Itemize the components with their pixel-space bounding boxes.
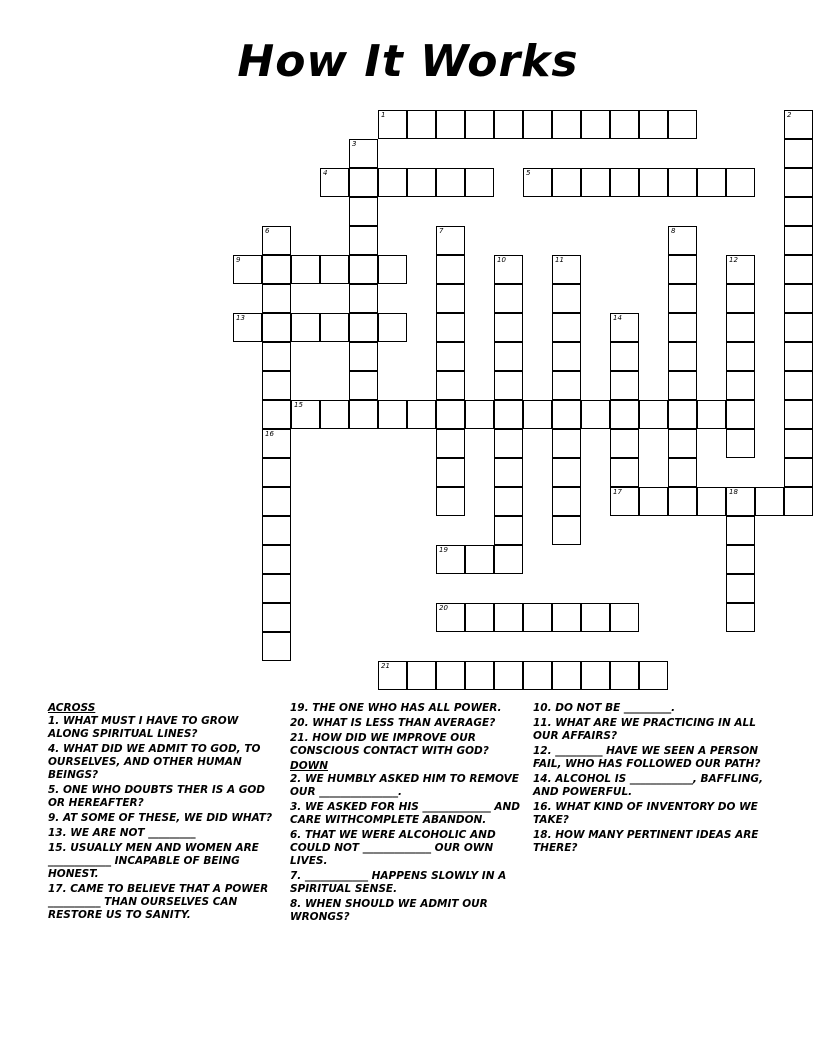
grid-cell[interactable] [726,400,755,429]
cell-number: 17 [613,488,622,496]
grid-cell[interactable] [494,255,523,284]
grid-cell[interactable] [784,458,813,487]
grid-cell[interactable] [726,603,755,632]
grid-cell[interactable] [726,371,755,400]
grid-cell[interactable] [262,371,291,400]
grid-cell[interactable] [262,226,291,255]
clue-number: 15. [48,842,67,854]
clue-number: 7. [290,870,302,882]
grid-cell[interactable] [784,313,813,342]
clue-number: 20. [290,717,309,729]
cell-number: 16 [265,430,274,438]
cell-number: 7 [439,227,444,235]
grid-cell[interactable] [465,168,494,197]
grid-cell[interactable] [610,168,639,197]
grid-cell[interactable] [639,661,668,690]
grid-cell[interactable] [784,487,813,516]
grid-cell[interactable] [320,255,349,284]
clue-3 [290,801,522,827]
grid-cell[interactable] [407,110,436,139]
grid-cell[interactable] [726,487,755,516]
grid-cell[interactable] [610,429,639,458]
cell-number: 9 [236,256,241,264]
grid-cell[interactable] [610,400,639,429]
grid-cell[interactable] [610,603,639,632]
grid-cell[interactable] [610,487,639,516]
grid-cell[interactable] [436,371,465,400]
clue-number: 4. [48,743,60,755]
grid-cell[interactable] [262,574,291,603]
grid-cell[interactable] [349,197,378,226]
clue-14 [533,773,769,799]
grid-cell[interactable] [320,168,349,197]
clue-5 [48,784,276,810]
grid-cell[interactable] [552,168,581,197]
grid-cell[interactable] [291,255,320,284]
cell-number: 5 [526,169,531,177]
grid-cell[interactable] [262,632,291,661]
grid-cell[interactable] [726,516,755,545]
grid-cell[interactable] [668,168,697,197]
grid-cell[interactable] [262,545,291,574]
grid-cell[interactable] [726,313,755,342]
clue-1 [48,715,276,741]
clue-text: WHAT DID WE ADMIT TO GOD, TO OURSELVES, AND OTHER HUMAN BEINGS? [48,743,261,781]
grid-cell[interactable] [668,110,697,139]
clue-number: 1. [48,715,60,727]
grid-cell[interactable] [726,255,755,284]
grid-cell[interactable] [552,110,581,139]
grid-cell[interactable] [784,139,813,168]
grid-cell[interactable] [436,284,465,313]
grid-cell[interactable] [668,313,697,342]
clue-text: WE ARE NOT _________ [66,827,196,839]
grid-cell[interactable] [552,342,581,371]
grid-cell[interactable] [581,168,610,197]
grid-cell[interactable] [552,516,581,545]
grid-cell[interactable] [378,661,407,690]
across-heading: ACROSS [48,702,96,714]
grid-cell[interactable] [262,603,291,632]
clue-text: WHAT ARE WE PRACTICING IN ALL OUR AFFAIRS? [533,717,756,742]
grid-cell[interactable] [436,313,465,342]
grid-cell[interactable] [610,661,639,690]
grid-cell[interactable] [784,226,813,255]
grid-cell[interactable] [610,458,639,487]
grid-cell[interactable] [784,371,813,400]
clue-number: 13. [48,827,67,839]
grid-cell[interactable] [523,661,552,690]
clue-text: WE HUMBLY ASKED HIM TO REMOVE OUR _______________. [290,773,519,798]
grid-cell[interactable] [552,458,581,487]
grid-cell[interactable] [436,429,465,458]
clue-text: CAME TO BELIEVE THAT A POWER __________ THAN OURSELVES CAN RESTORE US TO SANITY. [48,883,269,921]
grid-cell[interactable] [552,661,581,690]
clue-16 [533,801,769,827]
grid-cell[interactable] [407,400,436,429]
grid-cell[interactable] [262,487,291,516]
grid-cell[interactable] [349,284,378,313]
grid-cell[interactable] [610,342,639,371]
clue-text: HOW DID WE IMPROVE OUR CONSCIOUS CONTACT WITH GOD? [290,732,489,757]
grid-cell[interactable] [726,545,755,574]
grid-cell[interactable] [552,429,581,458]
grid-cell[interactable] [436,400,465,429]
cell-number: 10 [497,256,506,264]
grid-cell[interactable] [378,400,407,429]
grid-cell[interactable] [262,516,291,545]
clue-9 [48,812,276,825]
clue-text: ALCOHOL IS ____________, BAFFLING, AND POWERFUL. [533,773,764,798]
grid-cell[interactable] [436,661,465,690]
grid-cell[interactable] [436,110,465,139]
grid-cell[interactable] [697,487,726,516]
clue-number: 6. [290,829,302,841]
grid-cell[interactable] [726,168,755,197]
grid-cell[interactable] [436,226,465,255]
clue-12 [533,745,769,771]
grid-cell[interactable] [407,661,436,690]
grid-cell[interactable] [349,400,378,429]
grid-cell[interactable] [784,255,813,284]
grid-cell[interactable] [436,487,465,516]
clue-text: ____________ HAPPENS SLOWLY IN A SPIRITUAL SENSE. [290,870,507,895]
grid-cell[interactable] [668,284,697,313]
grid-cell[interactable] [262,400,291,429]
grid-cell[interactable] [320,313,349,342]
grid-cell[interactable] [378,255,407,284]
grid-cell[interactable] [233,313,262,342]
grid-cell[interactable] [668,371,697,400]
clue-text: HOW MANY PERTINENT IDEAS ARE THERE? [533,829,759,854]
grid-cell[interactable] [494,516,523,545]
clues-column-2 [290,702,522,926]
clue-21 [290,732,522,758]
grid-cell[interactable] [349,371,378,400]
grid-cell[interactable] [291,313,320,342]
clue-number: 21. [290,732,309,744]
grid-cell[interactable] [262,284,291,313]
cell-number: 2 [787,111,792,119]
grid-cell[interactable] [494,603,523,632]
clue-7 [290,870,522,896]
clue-number: 2. [290,773,302,785]
grid-cell[interactable] [784,168,813,197]
clue-18 [533,829,769,855]
grid-cell[interactable] [494,284,523,313]
cell-number: 13 [236,314,245,322]
grid-cell[interactable] [581,400,610,429]
clue-text: _________ HAVE WE SEEN A PERSON FAIL, WHO HAS FOLLOWED OUR PATH? [533,745,761,770]
grid-cell[interactable] [639,110,668,139]
clue-text: ONE WHO DOUBTS THER IS A GOD OR HEREAFTER? [48,784,266,809]
grid-cell[interactable] [262,458,291,487]
grid-cell[interactable] [494,110,523,139]
clues-column-3 [533,702,769,857]
grid-cell[interactable] [552,371,581,400]
clue-number: 16. [533,801,552,813]
cell-number: 14 [613,314,622,322]
clue-number: 11. [533,717,552,729]
grid-cell[interactable] [436,603,465,632]
clue-number: 3. [290,801,302,813]
grid-cell[interactable] [523,168,552,197]
grid-cell[interactable] [668,400,697,429]
clue-text: THAT WE WERE ALCOHOLIC AND COULD NOT _____________ OUR OWN LIVES. [290,829,496,867]
grid-cell[interactable] [668,458,697,487]
grid-cell[interactable] [668,255,697,284]
cell-number: 3 [352,140,357,148]
grid-cell[interactable] [494,661,523,690]
cell-number: 15 [294,401,303,409]
grid-cell[interactable] [523,110,552,139]
grid-cell[interactable] [349,168,378,197]
grid-cell[interactable] [552,400,581,429]
clue-text: DO NOT BE _________. [551,702,676,714]
cell-number: 6 [265,227,270,235]
grid-cell[interactable] [639,400,668,429]
grid-cell[interactable] [494,545,523,574]
clue-text: AT SOME OF THESE, WE DID WHAT? [59,812,273,824]
clues-column-1 [48,702,276,924]
grid-cell[interactable] [494,458,523,487]
clue-4 [48,743,276,782]
clue-number: 9. [48,812,60,824]
clue-text: WHAT KIND OF INVENTORY DO WE TAKE? [533,801,758,826]
down-heading: DOWN [290,760,329,772]
cell-number: 12 [729,256,738,264]
clue-11 [533,717,769,743]
grid-cell[interactable] [726,284,755,313]
clue-20 [290,717,522,730]
grid-cell[interactable] [610,313,639,342]
grid-cell[interactable] [552,487,581,516]
grid-cell[interactable] [668,487,697,516]
grid-cell[interactable] [784,400,813,429]
clue-number: 18. [533,829,552,841]
cell-number: 11 [555,256,564,264]
grid-cell[interactable] [639,168,668,197]
grid-cell[interactable] [755,487,784,516]
grid-cell[interactable] [523,400,552,429]
clue-text: WHAT IS LESS THAN AVERAGE? [308,717,496,729]
grid-cell[interactable] [581,661,610,690]
clue-6 [290,829,522,868]
cell-number: 19 [439,546,448,554]
grid-cell[interactable] [784,429,813,458]
grid-cell[interactable] [784,197,813,226]
grid-cell[interactable] [349,255,378,284]
clue-text: WE ASKED FOR HIS _____________ AND CARE WITHCOMPLETE ABANDON. [290,801,521,826]
clue-2 [290,773,522,799]
grid-cell[interactable] [494,342,523,371]
clue-number: 10. [533,702,552,714]
clue-text: USUALLY MEN AND WOMEN ARE ____________ INCAPABLE OF BEING HONEST. [48,842,259,880]
grid-cell[interactable] [378,313,407,342]
clue-10 [533,702,769,715]
grid-cell[interactable] [349,139,378,168]
cell-number: 20 [439,604,448,612]
grid-cell[interactable] [378,168,407,197]
grid-cell[interactable] [262,429,291,458]
grid-cell[interactable] [465,545,494,574]
grid-cell[interactable] [552,255,581,284]
grid-cell[interactable] [291,400,320,429]
clue-number: 8. [290,898,302,910]
clue-number: 19. [290,702,309,714]
grid-cell[interactable] [784,342,813,371]
grid-cell[interactable] [552,284,581,313]
cell-number: 4 [323,169,328,177]
grid-cell[interactable] [436,342,465,371]
grid-cell[interactable] [668,342,697,371]
cell-number: 21 [381,662,390,670]
grid-cell[interactable] [349,342,378,371]
grid-cell[interactable] [494,429,523,458]
clue-13 [48,827,276,840]
clue-15 [48,842,276,881]
grid-cell[interactable] [494,487,523,516]
grid-cell[interactable] [233,255,262,284]
grid-cell[interactable] [523,603,552,632]
grid-cell[interactable] [668,226,697,255]
cell-number: 18 [729,488,738,496]
grid-cell[interactable] [378,110,407,139]
grid-cell[interactable] [262,313,291,342]
grid-cell[interactable] [726,342,755,371]
clue-number: 17. [48,883,67,895]
grid-cell[interactable] [320,400,349,429]
grid-cell[interactable] [784,284,813,313]
grid-cell[interactable] [784,110,813,139]
grid-cell[interactable] [581,603,610,632]
grid-cell[interactable] [639,487,668,516]
clue-19 [290,702,522,715]
grid-cell[interactable] [552,603,581,632]
grid-cell[interactable] [436,168,465,197]
clue-text: THE ONE WHO HAS ALL POWER. [308,702,502,714]
grid-cell[interactable] [494,371,523,400]
grid-cell[interactable] [581,110,610,139]
clue-text: WHAT MUST I HAVE TO GROW ALONG SPIRITUAL LINES? [48,715,239,740]
puzzle-title: How It Works [237,36,579,87]
grid-cell[interactable] [726,574,755,603]
grid-cell[interactable] [465,661,494,690]
clue-text: WHEN SHOULD WE ADMIT OUR WRONGS? [290,898,488,923]
grid-cell[interactable] [262,342,291,371]
grid-cell[interactable] [668,429,697,458]
grid-cell[interactable] [494,313,523,342]
grid-cell[interactable] [610,371,639,400]
clue-17 [48,883,276,922]
grid-cell[interactable] [262,255,291,284]
grid-cell[interactable] [436,458,465,487]
grid-cell[interactable] [726,429,755,458]
clue-number: 5. [48,784,60,796]
clue-8 [290,898,522,924]
grid-cell[interactable] [697,168,726,197]
grid-cell[interactable] [552,313,581,342]
grid-cell[interactable] [349,313,378,342]
grid-cell[interactable] [610,110,639,139]
grid-cell[interactable] [465,400,494,429]
grid-cell[interactable] [697,400,726,429]
grid-cell[interactable] [465,110,494,139]
grid-cell[interactable] [465,603,494,632]
cell-number: 8 [671,227,676,235]
grid-cell[interactable] [349,226,378,255]
grid-cell[interactable] [436,545,465,574]
grid-cell[interactable] [436,255,465,284]
grid-cell[interactable] [407,168,436,197]
clue-number: 14. [533,773,552,785]
clue-number: 12. [533,745,552,757]
grid-cell[interactable] [494,400,523,429]
cell-number: 1 [381,111,386,119]
